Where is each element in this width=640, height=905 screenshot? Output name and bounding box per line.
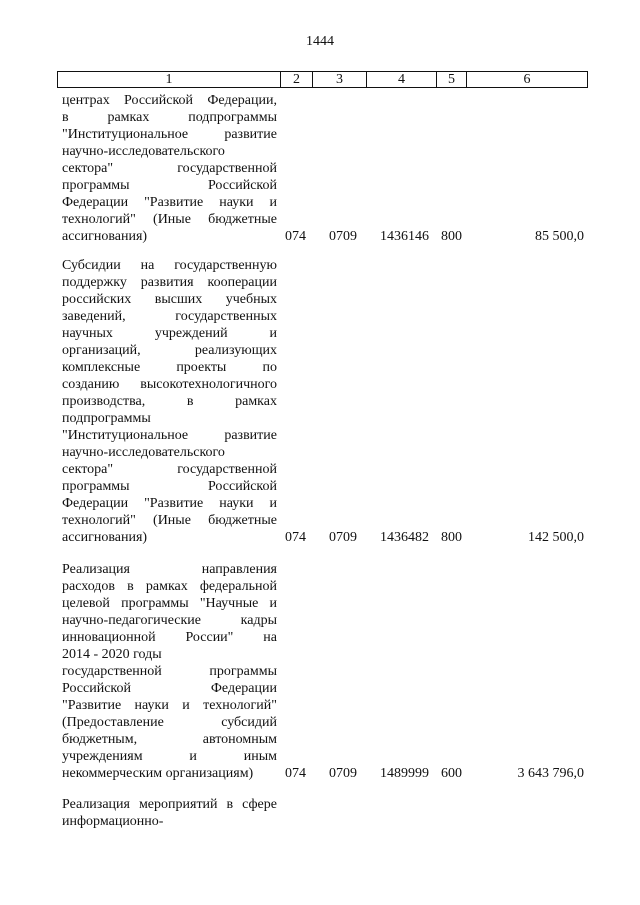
description-line: научно-исследовательского [62,445,225,460]
description-line: ассигнования) [62,229,148,244]
description-line: ассигнования) [62,530,148,545]
header-col-5: 5 [437,72,467,88]
description-line: Реализация направления [62,562,277,577]
section-code: 0709 [329,766,357,781]
description-line: научных учреждений и [62,326,277,341]
description-line: сектора" государственной [62,161,277,176]
description-line: производства, в рамках [62,394,277,409]
expense-type-code: 600 [441,766,462,781]
target-article-code: 1489999 [380,766,429,781]
target-article-code: 1436482 [380,530,429,545]
row-description [62,796,277,830]
description-line: организаций, реализующих [62,343,277,358]
amount: 142 500,0 [528,530,584,545]
description-line: Субсидии на государственную [62,258,277,273]
description-line: центрах Российской Федерации, [62,93,277,108]
description-line: "Институциональное развитие [62,127,277,142]
description-line: созданию высокотехнологичного [62,377,277,392]
description-line: научно-педагогические кадры [62,613,277,628]
description-line: подпрограммы [62,411,151,426]
header-col-2: 2 [281,72,313,88]
description-line: "Институциональное развитие [62,428,277,443]
ministry-code: 074 [285,530,306,545]
expense-type-code: 800 [441,530,462,545]
description-line: технологий" (Иные бюджетные [62,212,277,227]
description-line: инновационной России" на [62,630,277,645]
description-line: (Предоставление субсидий [62,715,277,730]
description-line: комплексные проекты по [62,360,277,375]
description-line: поддержку развития кооперации [62,275,277,290]
expense-type-code: 800 [441,229,462,244]
ministry-code: 074 [285,766,306,781]
description-line: заведений, государственных [62,309,277,324]
amount: 3 643 796,0 [517,766,584,781]
description-line: технологий" (Иные бюджетные [62,513,277,528]
table-header [57,71,588,88]
description-line: сектора" государственной [62,462,277,477]
header-col-4: 4 [367,72,437,88]
target-article-code: 1436146 [380,229,429,244]
description-line: некоммерческим организациям) [62,766,254,781]
description-line: Федерации "Развитие науки и [62,496,277,511]
row-description [62,561,277,782]
row-description [62,257,277,546]
description-line: программы Российской [62,178,277,193]
description-line: в рамках подпрограммы [62,110,277,125]
description-line: научно-исследовательского [62,144,225,159]
description-line: Реализация мероприятий в сфере [62,797,277,812]
description-line: программы Российской [62,479,277,494]
description-line: бюджетным, автономным [62,732,277,747]
amount: 85 500,0 [535,229,584,244]
description-line: Российской Федерации [62,681,277,696]
ministry-code: 074 [285,229,306,244]
description-line: "Развитие науки и технологий" [62,698,277,713]
description-line: российских высших учебных [62,292,277,307]
description-line: 2014 - 2020 годы [62,647,162,662]
section-code: 0709 [329,530,357,545]
page-number: 1444 [306,34,334,49]
header-col-1: 1 [58,72,281,88]
header-col-3: 3 [313,72,367,88]
row-description [62,92,277,245]
description-line: Федерации "Развитие науки и [62,195,277,210]
description-line: целевой программы "Научные и [62,596,277,611]
description-line: расходов в рамках федеральной [62,579,277,594]
header-col-6: 6 [467,72,588,88]
description-line: государственной программы [62,664,277,679]
section-code: 0709 [329,229,357,244]
description-line: учреждениям и иным [62,749,277,764]
description-line: информационно- [62,814,164,829]
